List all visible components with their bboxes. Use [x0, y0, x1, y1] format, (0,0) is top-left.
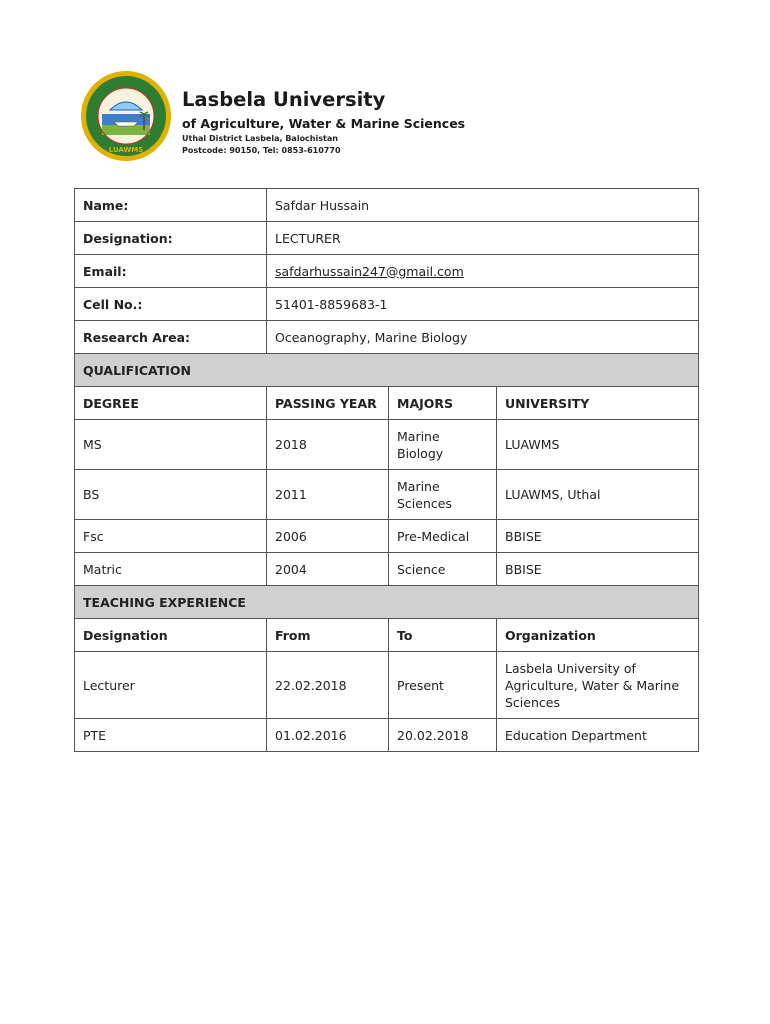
university-subtitle: of Agriculture, Water & Marine Sciences — [182, 116, 466, 131]
to-cell: 20.02.2018 — [389, 719, 497, 752]
research-label: Research Area: — [75, 321, 267, 354]
profile-row-name — [75, 189, 699, 222]
table-row — [75, 520, 699, 553]
university-cell: BBISE — [497, 520, 699, 553]
designation-label: Designation: — [75, 222, 267, 255]
table-row — [75, 470, 699, 520]
degree-cell: MS — [75, 420, 267, 470]
col-from: From — [267, 619, 389, 652]
col-majors: MAJORS — [389, 387, 497, 420]
qualification-title: QUALIFICATION — [75, 354, 699, 387]
degree-cell: Matric — [75, 553, 267, 586]
year-cell: 2018 — [267, 420, 389, 470]
designation-cell: Lecturer — [75, 652, 267, 719]
experience-title: TEACHING EXPERIENCE — [75, 586, 699, 619]
research-value: Oceanography, Marine Biology — [267, 321, 699, 354]
majors-cell: Marine Sciences — [389, 470, 497, 520]
qualification-section-header — [75, 354, 699, 387]
col-organization: Organization — [497, 619, 699, 652]
organization-cell: Education Department — [497, 719, 699, 752]
organization-cell: Lasbela University of Agriculture, Water & Marine Sciences — [497, 652, 699, 719]
qualification-header-row — [75, 387, 699, 420]
cell-label: Cell No.: — [75, 288, 267, 321]
to-cell: Present — [389, 652, 497, 719]
table-row — [75, 719, 699, 752]
year-cell: 2004 — [267, 553, 389, 586]
table-row — [75, 652, 699, 719]
year-cell: 2006 — [267, 520, 389, 553]
cell-value: 51401-8859683-1 — [267, 288, 699, 321]
year-cell: 2011 — [267, 470, 389, 520]
designation-cell: PTE — [75, 719, 267, 752]
university-cell: BBISE — [497, 553, 699, 586]
designation-value: LECTURER — [267, 222, 699, 255]
university-name: Lasbela University — [182, 88, 386, 111]
university-cell: LUAWMS — [497, 420, 699, 470]
university-cell: LUAWMS, Uthal — [497, 470, 699, 520]
experience-header-row — [75, 619, 699, 652]
col-designation: Designation — [75, 619, 267, 652]
profile-row-email — [75, 255, 699, 288]
email-link[interactable]: safdarhussain247@gmail.com — [275, 263, 464, 279]
profile-row-cell — [75, 288, 699, 321]
profile-row-research — [75, 321, 699, 354]
majors-cell: Marine Biology — [389, 420, 497, 470]
table-row — [75, 553, 699, 586]
from-cell: 01.02.2016 — [267, 719, 389, 752]
col-to: To — [389, 619, 497, 652]
letterhead — [80, 70, 680, 170]
majors-cell: Pre-Medical — [389, 520, 497, 553]
university-postcode-tel: Postcode: 90150, Tel: 0853-610770 — [182, 146, 341, 155]
majors-cell: Science — [389, 553, 497, 586]
table-row — [75, 420, 699, 470]
cv-table — [74, 188, 699, 752]
email-label: Email: — [75, 255, 267, 288]
col-university: UNIVERSITY — [497, 387, 699, 420]
col-degree: DEGREE — [75, 387, 267, 420]
from-cell: 22.02.2018 — [267, 652, 389, 719]
logo-acronym: LUAWMS — [108, 146, 144, 154]
degree-cell: Fsc — [75, 520, 267, 553]
col-passing-year: PASSING YEAR — [267, 387, 389, 420]
experience-section-header — [75, 586, 699, 619]
profile-row-designation — [75, 222, 699, 255]
name-label: Name: — [75, 189, 267, 222]
name-value: Safdar Hussain — [267, 189, 699, 222]
university-address: Uthal District Lasbela, Balochistan — [182, 134, 338, 143]
degree-cell: BS — [75, 470, 267, 520]
university-logo — [80, 70, 172, 162]
